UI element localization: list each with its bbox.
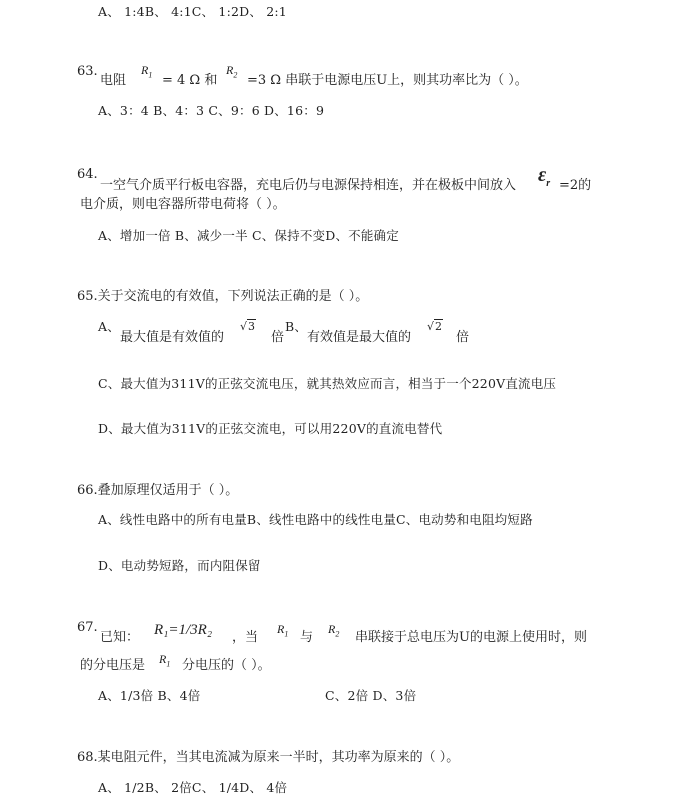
q67-rest: 串联接于总电压为U的电源上使用时，则 [355, 630, 587, 645]
q68-stem: 68.某电阻元件，当其电流减为原来一半时，其功率为原来的（ ）。 [77, 750, 460, 765]
q64-epsilon-value: =2的 [559, 178, 592, 193]
q66-option-d: D、电动势短路，而内阻保留 [98, 558, 261, 573]
q67-r1-b: $R_1$ [159, 652, 171, 669]
q67-known: 已知： [100, 630, 140, 645]
q67-line2-b: 分电压的（ ）。 [182, 658, 271, 673]
q65-b-text: 有效值是最大值的 [307, 330, 412, 345]
q67-options-ab: A、1/3倍 B、4倍 [98, 688, 201, 703]
q67-r2: $R_2$ [328, 622, 340, 639]
q63-text-3: =3 Ω 串联于电源电压U上，则其功率比为（ ）。 [247, 73, 528, 88]
q67-and: 与 [300, 630, 314, 645]
q64-text-line1: 一空气介质平行板电容器，充电后仍与电源保持相连，并在极板中间放入 [100, 178, 517, 193]
q62-options: A、 1:4B、 4:1C、 1:2D、 2:1 [98, 4, 287, 19]
q63-text-2: = 4 Ω 和 [162, 73, 218, 88]
q67-when: ，当 [232, 630, 259, 645]
q64-options: A、增加一倍 B、减少一半 C、保持不变D、不能确定 [98, 228, 399, 243]
q65-stem: 65.关于交流电的有效值，下列说法正确的是（ ）。 [77, 289, 369, 304]
q67-r1: $R_1$ [277, 622, 289, 639]
q63-r1: $R_1$ [141, 63, 153, 80]
q68-options: A、 1/2B、 2倍C、 1/4D、 4倍 [98, 780, 288, 795]
q65-a-text: 最大值是有效值的 [120, 330, 225, 345]
q65-option-d: D、最大值为311V的正弦交流电，可以用220V的直流电替代 [98, 421, 443, 436]
q64-epsilon: $\varepsilon_r$ [538, 164, 551, 189]
q66-options-abc: A、线性电路中的所有电量B、线性电路中的线性电量C、电动势和电阻均短路 [98, 512, 533, 527]
q64-text-line2: 电介质，则电容器所带电荷将（ ）。 [80, 197, 286, 212]
q64-number: 64. [77, 167, 98, 182]
q65-a-bei: 倍 [271, 330, 285, 345]
q65-option-c: C、最大值为311V的正弦交流电压，就其热效应而言，相当于一个220V直流电压 [98, 376, 557, 391]
q67-options-cd: C、2倍 D、3倍 [325, 688, 417, 703]
q63-options: A、3：4 B、4：3 C、9：6 D、16：9 [98, 103, 325, 118]
q65-a-label: A、 [98, 319, 120, 334]
q63-text-1: 电阻 [100, 73, 127, 88]
q66-stem: 66.叠加原理仅适用于（ ）。 [77, 483, 239, 498]
q65-b-label: B、 [285, 319, 308, 334]
q67-number: 67. [77, 620, 98, 635]
q67-formula: R₁=1/3R₂ [154, 622, 213, 638]
q65-sqrt3: √3 [240, 320, 256, 333]
q67-line2-a: 的分电压是 [80, 658, 146, 673]
q65-sqrt2: √2 [427, 320, 443, 333]
q65-b-bei: 倍 [456, 330, 470, 345]
q63-number: 63. [77, 64, 98, 79]
q63-r2: $R_2$ [226, 63, 238, 80]
